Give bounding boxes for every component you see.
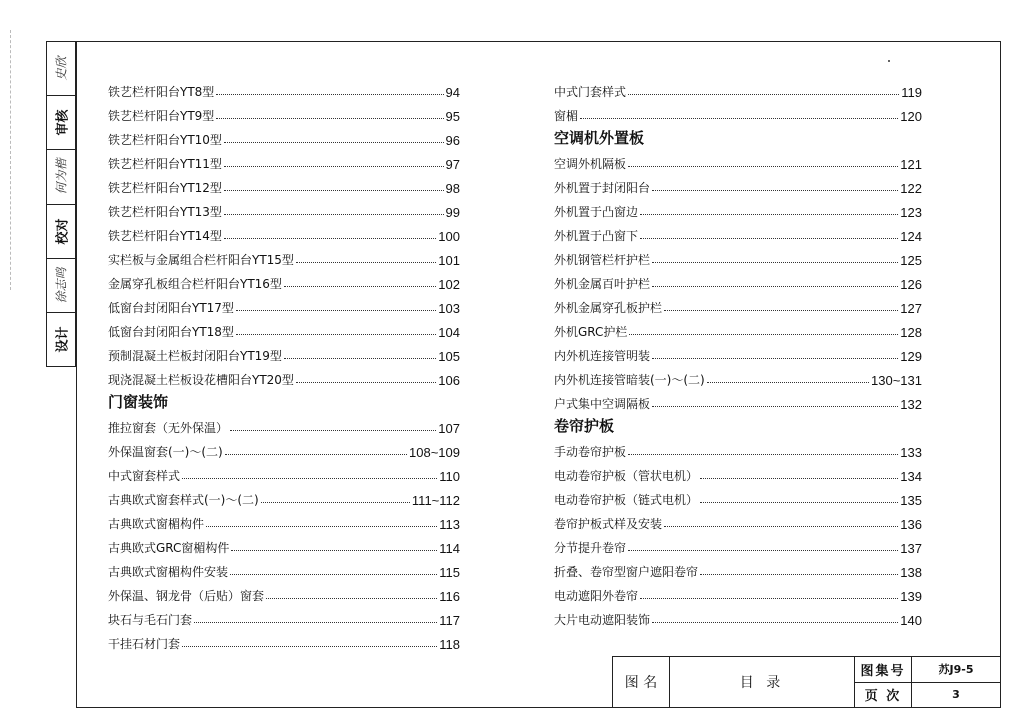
toc-entry-page: 124 (900, 229, 922, 244)
toc-entry (554, 292, 922, 316)
toc-entry-title: 外机置于封闭阳台 (554, 181, 651, 195)
toc-entry-page: 111~112 (411, 493, 460, 508)
toc-entry (108, 340, 460, 364)
toc-left-column (108, 76, 460, 652)
sidebar-audit-label-cell (47, 96, 75, 150)
toc-entry (108, 76, 460, 100)
toc-entry-title: 铁艺栏杆阳台YT9型 (108, 109, 215, 123)
toc-leader-dots (284, 286, 436, 287)
toc-entry-title: 中式门套样式 (554, 85, 627, 99)
check-signature: 何为楷 (54, 158, 69, 195)
title-block (612, 656, 1001, 708)
toc-leader-dots (296, 382, 436, 383)
toc-leader-dots (236, 334, 436, 335)
toc-leader-dots (700, 502, 898, 503)
toc-entry-page: 107 (438, 421, 460, 436)
toc-entry (108, 148, 460, 172)
toc-entry-title: 干挂石材门套 (108, 637, 181, 651)
toc-entry-title: 古典欧式窗楣构件 (108, 517, 205, 531)
toc-entry (554, 196, 922, 220)
toc-entry (108, 460, 460, 484)
toc-entry (108, 364, 460, 388)
toc-entry-title: 古典欧式窗楣构件安装 (108, 565, 229, 579)
toc-entry-title: 户式集中空调隔板 (554, 397, 651, 411)
toc-entry-title: 铁艺栏杆阳台YT13型 (108, 205, 222, 219)
design-signature: 徐志鸣 (54, 267, 69, 304)
toc-entry (108, 292, 460, 316)
toc-leader-dots (652, 622, 898, 623)
toc-entry-page: 134 (900, 469, 922, 484)
toc-entry (554, 580, 922, 604)
toc-entry-title: 折叠、卷帘型窗户遮阳卷帘 (554, 565, 699, 579)
toc-entry-title: 大片电动遮阳装饰 (554, 613, 651, 627)
toc-entry-page: 98 (445, 181, 460, 196)
figure-name: 目 录 (670, 657, 855, 707)
toc-leader-dots (652, 406, 898, 407)
check-label: 校对 (55, 218, 71, 245)
binding-margin-line (10, 30, 11, 290)
toc-entry (554, 460, 922, 484)
toc-leader-dots (216, 118, 443, 119)
toc-entry (554, 340, 922, 364)
toc-entry-page: 139 (900, 589, 922, 604)
toc-entry-title: 内外机连接管暗装(一)～(二) (554, 373, 705, 387)
sidebar-audit-signature-cell (47, 42, 75, 96)
sidebar-design-label-cell (47, 313, 75, 366)
toc-entry (108, 316, 460, 340)
toc-entry-title: 窗楣 (554, 109, 579, 123)
toc-entry (554, 484, 922, 508)
toc-entry-page: 122 (900, 181, 922, 196)
toc-entry (108, 172, 460, 196)
toc-entry-title: 电动卷帘护板（链式电机） (554, 493, 699, 507)
toc-entry-page: 105 (438, 349, 460, 364)
toc-entry-page: 129 (900, 349, 922, 364)
toc-leader-dots (266, 598, 437, 599)
toc-entry-title: 电动卷帘护板（管状电机） (554, 469, 699, 483)
toc-entry (554, 508, 922, 532)
toc-entry-page: 120 (900, 109, 922, 124)
toc-entry-page: 113 (439, 517, 460, 532)
toc-entry-title: 内外机连接管明装 (554, 349, 651, 363)
toc-leader-dots (628, 550, 898, 551)
atlas-label: 图集号 (855, 657, 912, 682)
toc-entry-title: 古典欧式GRC窗楣构件 (108, 541, 230, 555)
toc-leader-dots (640, 598, 898, 599)
toc-leader-dots (580, 118, 898, 119)
toc-leader-dots (216, 94, 443, 95)
toc-entry-title: 铁艺栏杆阳台YT14型 (108, 229, 222, 243)
toc-entry-title: 预制混凝土栏板封闭阳台YT19型 (108, 349, 282, 363)
toc-leader-dots (664, 526, 898, 527)
toc-entry (108, 196, 460, 220)
toc-entry (554, 556, 922, 580)
toc-entry-page: 130~131 (871, 373, 922, 388)
toc-entry (108, 124, 460, 148)
toc-entry-page: 119 (901, 85, 922, 100)
toc-entry-title: 中式窗套样式 (108, 469, 181, 483)
toc-leader-dots (224, 238, 436, 239)
toc-entry-page: 117 (439, 613, 460, 628)
toc-entry-page: 104 (438, 325, 460, 340)
toc-leader-dots (640, 214, 898, 215)
toc-entry (554, 268, 922, 292)
toc-entry-title: 手动卷帘护板 (554, 445, 627, 459)
toc-entry-page: 94 (445, 85, 460, 100)
toc-entry-title: 块石与毛石门套 (108, 613, 193, 627)
toc-entry-title: 外保温窗套(一)～(二) (108, 445, 223, 459)
toc-entry (554, 100, 922, 124)
toc-leader-dots (652, 190, 898, 191)
sidebar-design-signature-cell (47, 259, 75, 313)
toc-entry-page: 102 (438, 277, 460, 292)
toc-leader-dots (652, 358, 898, 359)
toc-entry-page: 116 (439, 589, 460, 604)
design-label: 设计 (55, 326, 71, 353)
toc-leader-dots (230, 430, 436, 431)
toc-entry (554, 364, 922, 388)
toc-entry-title: 空调外机隔板 (554, 157, 627, 171)
toc-entry-title: 外机GRC护栏 (554, 325, 628, 339)
toc-entry-title: 外机金属百叶护栏 (554, 277, 651, 291)
toc-leader-dots (296, 262, 436, 263)
toc-entry-title: 推拉窗套（无外保温） (108, 421, 229, 435)
toc-entry (108, 436, 460, 460)
toc-leader-dots (224, 142, 444, 143)
toc-entry (554, 604, 922, 628)
toc-entry-title: 分节提升卷帘 (554, 541, 627, 555)
toc-entry-title: 电动遮阳外卷帘 (554, 589, 639, 603)
toc-entry (554, 220, 922, 244)
toc-entry-page: 126 (900, 277, 922, 292)
toc-leader-dots (224, 214, 444, 215)
section-heading: 空调机外置板 (554, 129, 645, 147)
toc-entry (108, 556, 460, 580)
toc-leader-dots (628, 94, 899, 95)
toc-entry-title: 铁艺栏杆阳台YT10型 (108, 133, 222, 147)
toc-leader-dots (629, 334, 898, 335)
toc-entry-title: 外保温、钢龙骨（后贴）窗套 (108, 589, 265, 603)
toc-entry (108, 508, 460, 532)
atlas-value: 苏J9-5 (938, 663, 974, 677)
toc-entry-title: 外机置于凸窗下 (554, 229, 639, 243)
toc-leader-dots (652, 286, 898, 287)
toc-leader-dots (182, 478, 437, 479)
toc-entry-title: 实栏板与金属组合栏杆阳台YT15型 (108, 253, 294, 267)
toc-entry (554, 436, 922, 460)
toc-entry (554, 76, 922, 100)
toc-leader-dots (231, 550, 437, 551)
toc-entry-page: 97 (445, 157, 460, 172)
toc-entry-page: 128 (900, 325, 922, 340)
toc-entry (554, 244, 922, 268)
toc-entry-title: 古典欧式窗套样式(一)～(二) (108, 493, 259, 507)
toc-leader-dots (182, 646, 437, 647)
toc-leader-dots (707, 382, 869, 383)
toc-entry (108, 100, 460, 124)
toc-entry-page: 138 (900, 565, 922, 580)
toc-entry-page: 96 (445, 133, 460, 148)
toc-entry-page: 137 (900, 541, 922, 556)
toc-entry-page: 135 (900, 493, 922, 508)
toc-leader-dots (194, 622, 437, 623)
toc-leader-dots (261, 502, 410, 503)
toc-leader-dots (700, 478, 898, 479)
toc-entry-title: 金属穿孔板组合栏杆阳台YT16型 (108, 277, 282, 291)
toc-entry-title: 外机金属穿孔板护栏 (554, 301, 663, 315)
toc-entry-page: 115 (439, 565, 460, 580)
toc-entry-page: 99 (445, 205, 460, 220)
toc-entry-page: 101 (438, 253, 460, 268)
toc-entry (108, 628, 460, 652)
toc-entry-title: 铁艺栏杆阳台YT11型 (108, 157, 222, 171)
toc-leader-dots (230, 574, 437, 575)
toc-entry (554, 388, 922, 412)
toc-entry (554, 316, 922, 340)
toc-entry (108, 532, 460, 556)
toc-entry (554, 532, 922, 556)
toc-entry-title: 现浇混凝土栏板设花槽阳台YT20型 (108, 373, 294, 387)
section-heading: 门窗装饰 (108, 393, 169, 411)
toc-entry (108, 580, 460, 604)
toc-entry (554, 172, 922, 196)
toc-entry-page: 121 (900, 157, 922, 172)
toc-right-column (554, 76, 922, 628)
toc-entry-page: 140 (900, 613, 922, 628)
page-row (855, 683, 1000, 708)
toc-leader-dots (225, 454, 407, 455)
page-label: 页 次 (855, 683, 912, 708)
toc-leader-dots (224, 166, 444, 167)
toc-entry-page: 127 (900, 301, 922, 316)
audit-label: 审核 (55, 109, 71, 136)
toc-entry-title: 低窗台封闭阳台YT17型 (108, 301, 234, 315)
toc-leader-dots (700, 574, 898, 575)
toc-leader-dots (652, 262, 898, 263)
toc-entry-page: 95 (445, 109, 460, 124)
approval-sidebar (46, 41, 76, 367)
toc-entry-title: 外机钢管栏杆护栏 (554, 253, 651, 267)
toc-entry-page: 118 (439, 637, 460, 652)
toc-entry-page: 114 (439, 541, 460, 556)
toc-leader-dots (664, 310, 898, 311)
toc-entry-page: 108~109 (409, 445, 460, 460)
toc-entry-page: 106 (438, 373, 460, 388)
toc-entry (108, 268, 460, 292)
figure-name-label: 图 名 (613, 657, 670, 707)
toc-entry-title: 卷帘护板式样及安装 (554, 517, 663, 531)
toc-leader-dots (284, 358, 436, 359)
toc-leader-dots (224, 190, 444, 191)
section-heading: 卷帘护板 (554, 417, 615, 435)
toc-entry-page: 132 (900, 397, 922, 412)
audit-signature: 史欣 (54, 56, 69, 81)
toc-entry-page: 125 (900, 253, 922, 268)
toc-entry (108, 244, 460, 268)
toc-entry-page: 136 (900, 517, 922, 532)
toc-leader-dots (236, 310, 436, 311)
toc-entry-page: 133 (900, 445, 922, 460)
toc-entry-page: 100 (438, 229, 460, 244)
page-value: 3 (952, 688, 960, 702)
toc-entry-title: 铁艺栏杆阳台YT12型 (108, 181, 222, 195)
toc-entry (108, 412, 460, 436)
toc-leader-dots (628, 454, 898, 455)
toc-entry-title: 外机置于凸窗边 (554, 205, 639, 219)
toc-entry-title: 铁艺栏杆阳台YT8型 (108, 85, 215, 99)
toc-entry-page: 110 (439, 469, 460, 484)
toc-leader-dots (640, 238, 898, 239)
sidebar-check-label-cell (47, 205, 75, 259)
toc-leader-dots (628, 166, 898, 167)
toc-entry-page: 123 (900, 205, 922, 220)
toc-entry (108, 484, 460, 508)
toc-entry-title: 低窗台封闭阳台YT18型 (108, 325, 234, 339)
toc-entry (554, 148, 922, 172)
toc-leader-dots (206, 526, 437, 527)
sidebar-check-signature-cell (47, 150, 75, 204)
toc-entry (108, 604, 460, 628)
atlas-row (855, 657, 1000, 683)
toc-entry-page: 103 (438, 301, 460, 316)
title-block-meta (855, 657, 1000, 707)
toc-entry (108, 220, 460, 244)
